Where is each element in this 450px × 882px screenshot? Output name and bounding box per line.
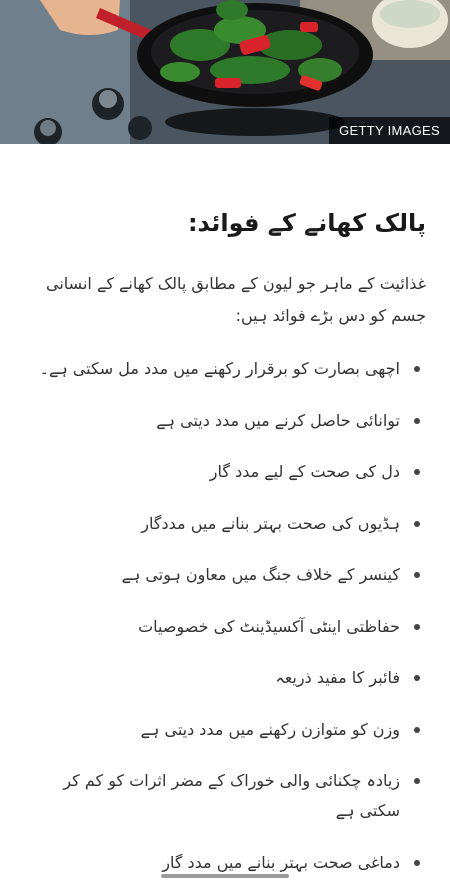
bullet-icon	[414, 572, 420, 578]
benefit-text: کینسر کے خلاف جنگ میں معاون ہوتی ہے	[121, 565, 400, 584]
list-item	[24, 354, 426, 384]
list-item	[24, 766, 426, 826]
bullet-icon	[414, 469, 420, 475]
list-item	[24, 612, 426, 642]
bullet-icon	[414, 860, 420, 866]
benefit-text: فائبر کا مفید ذریعہ	[275, 668, 400, 687]
list-item	[24, 848, 426, 878]
bullet-icon	[414, 778, 420, 784]
list-item	[24, 406, 426, 436]
benefit-text: دماغی صحت بہتر بنانے میں مدد گار	[162, 852, 400, 872]
section-heading: پالک کھانے کے فوائد:	[187, 209, 426, 237]
bullet-icon	[414, 521, 420, 527]
list-item	[24, 457, 426, 487]
list-item	[24, 509, 426, 539]
image-credit: GETTY IMAGES	[329, 117, 450, 144]
intro-paragraph: غذائیت کے ماہر جو لیون کے مطابق پالک کھانے کے انسانی جسم کو دس بڑے فوائد ہیں:	[46, 274, 426, 325]
benefit-text: زیادہ چکنائی والی خوراک کے مضر اثرات کو کم کر سکتی ہے	[63, 771, 400, 820]
bullet-icon	[414, 675, 420, 681]
benefit-text: حفاظتی اینٹی آکسیڈینٹ کی خصوصیات	[138, 616, 400, 636]
bullet-icon	[414, 366, 420, 372]
list-item	[24, 663, 426, 693]
benefit-text: وزن کو متوازن رکھنے میں مدد دیتی ہے	[140, 719, 400, 739]
list-item	[24, 715, 426, 745]
article-body	[0, 206, 450, 878]
benefits-list	[24, 354, 426, 878]
hero-image	[0, 0, 450, 144]
benefit-text: دل کی صحت کے لیے مدد گار	[209, 462, 400, 481]
benefit-text: اچھی بصارت کو برقرار رکھنے میں مدد مل سکتی ہے۔	[39, 359, 400, 378]
benefit-text: توانائی حاصل کرنے میں مدد دیتی ہے	[156, 410, 400, 430]
home-indicator[interactable]	[161, 874, 289, 878]
benefit-text: ہڈیوں کی صحت بہتر بنانے میں مددگار	[141, 513, 400, 533]
bullet-icon	[414, 624, 420, 630]
bullet-icon	[414, 418, 420, 424]
bullet-icon	[414, 727, 420, 733]
list-item	[24, 560, 426, 590]
